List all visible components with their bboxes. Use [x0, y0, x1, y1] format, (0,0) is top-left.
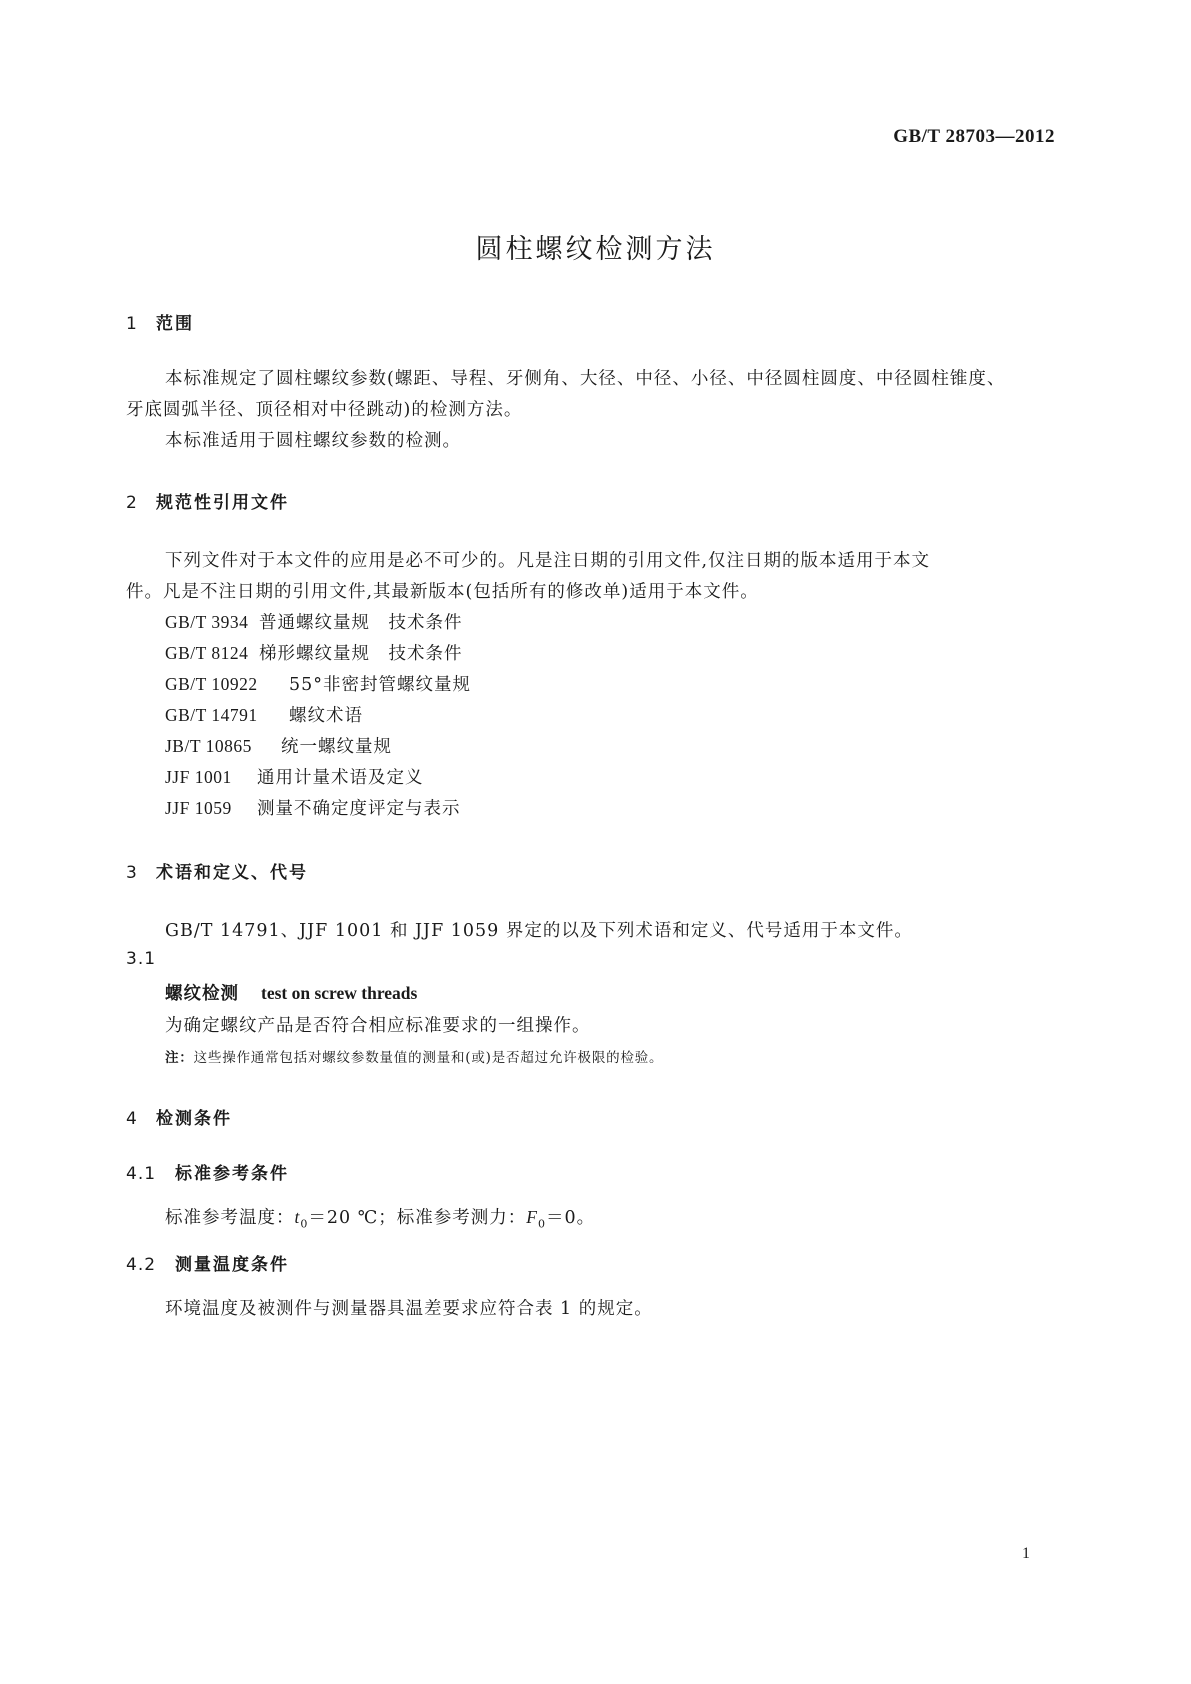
note-text: 这些操作通常包括对螺纹参数量值的测量和(或)是否超过允许极限的检验。 [193, 1050, 664, 1066]
reference-code: GB/T 14791 [165, 705, 258, 725]
note [165, 1046, 663, 1066]
reference-title: 梯形螺纹量规 技术条件 [259, 644, 463, 664]
subscript: 0 [300, 1217, 309, 1231]
subsection-4-1-heading [126, 1159, 289, 1184]
reference-code: JJF 1059 [165, 798, 232, 818]
paragraph: 环境温度及被测件与测量器具温差要求应符合表 1 的规定。 [165, 1299, 653, 1319]
symbol-f: F [526, 1207, 538, 1227]
reference-title: 55°非密封管螺纹量规 [289, 675, 472, 695]
term-chinese: 螺纹检测 [165, 984, 239, 1004]
subscript: 0 [538, 1217, 546, 1231]
reference-code: JB/T 10865 [165, 736, 252, 756]
section-number: 2 [126, 493, 139, 513]
subsection-title: 标准参考条件 [175, 1164, 289, 1184]
section-title: 规范性引用文件 [156, 493, 289, 513]
section-number: 3 [126, 863, 139, 883]
section-number: 1 [126, 314, 139, 334]
reference-item [165, 640, 463, 665]
reference-item [165, 671, 471, 696]
paragraph: 件。凡是不注日期的引用文件,其最新版本(包括所有的修改单)适用于本文件。 [126, 582, 759, 602]
reference-code: GB/T 10922 [165, 674, 258, 694]
subsection-4-2-heading [126, 1250, 289, 1275]
reference-code: GB/T 3934 [165, 612, 249, 632]
note-label: 注： [165, 1050, 194, 1066]
reference-item [165, 702, 363, 727]
reference-item [165, 733, 392, 758]
subsection-title: 测量温度条件 [175, 1255, 289, 1275]
reference-title: 统一螺纹量规 [281, 737, 392, 757]
term-number: 3.1 [126, 949, 157, 969]
section-title: 范围 [156, 314, 194, 334]
paragraph: 本标准规定了圆柱螺纹参数(螺距、导程、牙侧角、大径、中径、小径、中径圆柱圆度、中径圆柱锥度、 [165, 369, 1006, 389]
reference-title: 测量不确定度评定与表示 [257, 799, 461, 819]
term-entry [165, 980, 417, 1005]
paragraph: 牙底圆弧半径、顶径相对中径跳动)的检测方法。 [126, 400, 523, 420]
reference-code: JJF 1001 [165, 767, 232, 787]
section-number: 4 [126, 1109, 139, 1129]
reference-code: GB/T 8124 [165, 643, 249, 663]
text-fragment: 标准参考温度： [165, 1208, 295, 1228]
section-title: 术语和定义、代号 [156, 863, 308, 883]
reference-title: 通用计量术语及定义 [257, 768, 424, 788]
text-fragment: ＝0。 [546, 1208, 596, 1228]
reference-conditions [165, 1204, 595, 1231]
subsection-number: 4.1 [126, 1164, 157, 1184]
reference-item [165, 609, 463, 634]
section-1-heading [126, 309, 194, 334]
subsection-number: 4.2 [126, 1255, 157, 1275]
text-fragment: ＝20 ℃；标准参考测力： [308, 1208, 527, 1228]
paragraph: 本标准适用于圆柱螺纹参数的检测。 [165, 431, 461, 451]
symbol-t: t [294, 1207, 301, 1227]
section-4-heading [126, 1104, 232, 1129]
term-english: test on screw threads [261, 983, 418, 1003]
document-title: 圆柱螺纹检测方法 [475, 234, 716, 265]
section-title: 检测条件 [156, 1109, 232, 1129]
section-2-heading [126, 488, 289, 513]
section-3-heading [126, 858, 308, 883]
reference-title: 螺纹术语 [289, 706, 363, 726]
reference-item [165, 795, 461, 820]
reference-title: 普通螺纹量规 技术条件 [259, 613, 463, 633]
reference-item [165, 764, 424, 789]
page-number: 1 [1022, 1545, 1030, 1562]
paragraph: 下列文件对于本文件的应用是必不可少的。凡是注日期的引用文件,仅注日期的版本适用于本文 [165, 551, 931, 571]
paragraph: GB/T 14791、JJF 1001 和 JJF 1059 界定的以及下列术语和定义、代号适用于本文件。 [165, 921, 913, 941]
term-definition: 为确定螺纹产品是否符合相应标准要求的一组操作。 [165, 1016, 591, 1036]
standard-code: GB/T 28703—2012 [893, 126, 1055, 147]
